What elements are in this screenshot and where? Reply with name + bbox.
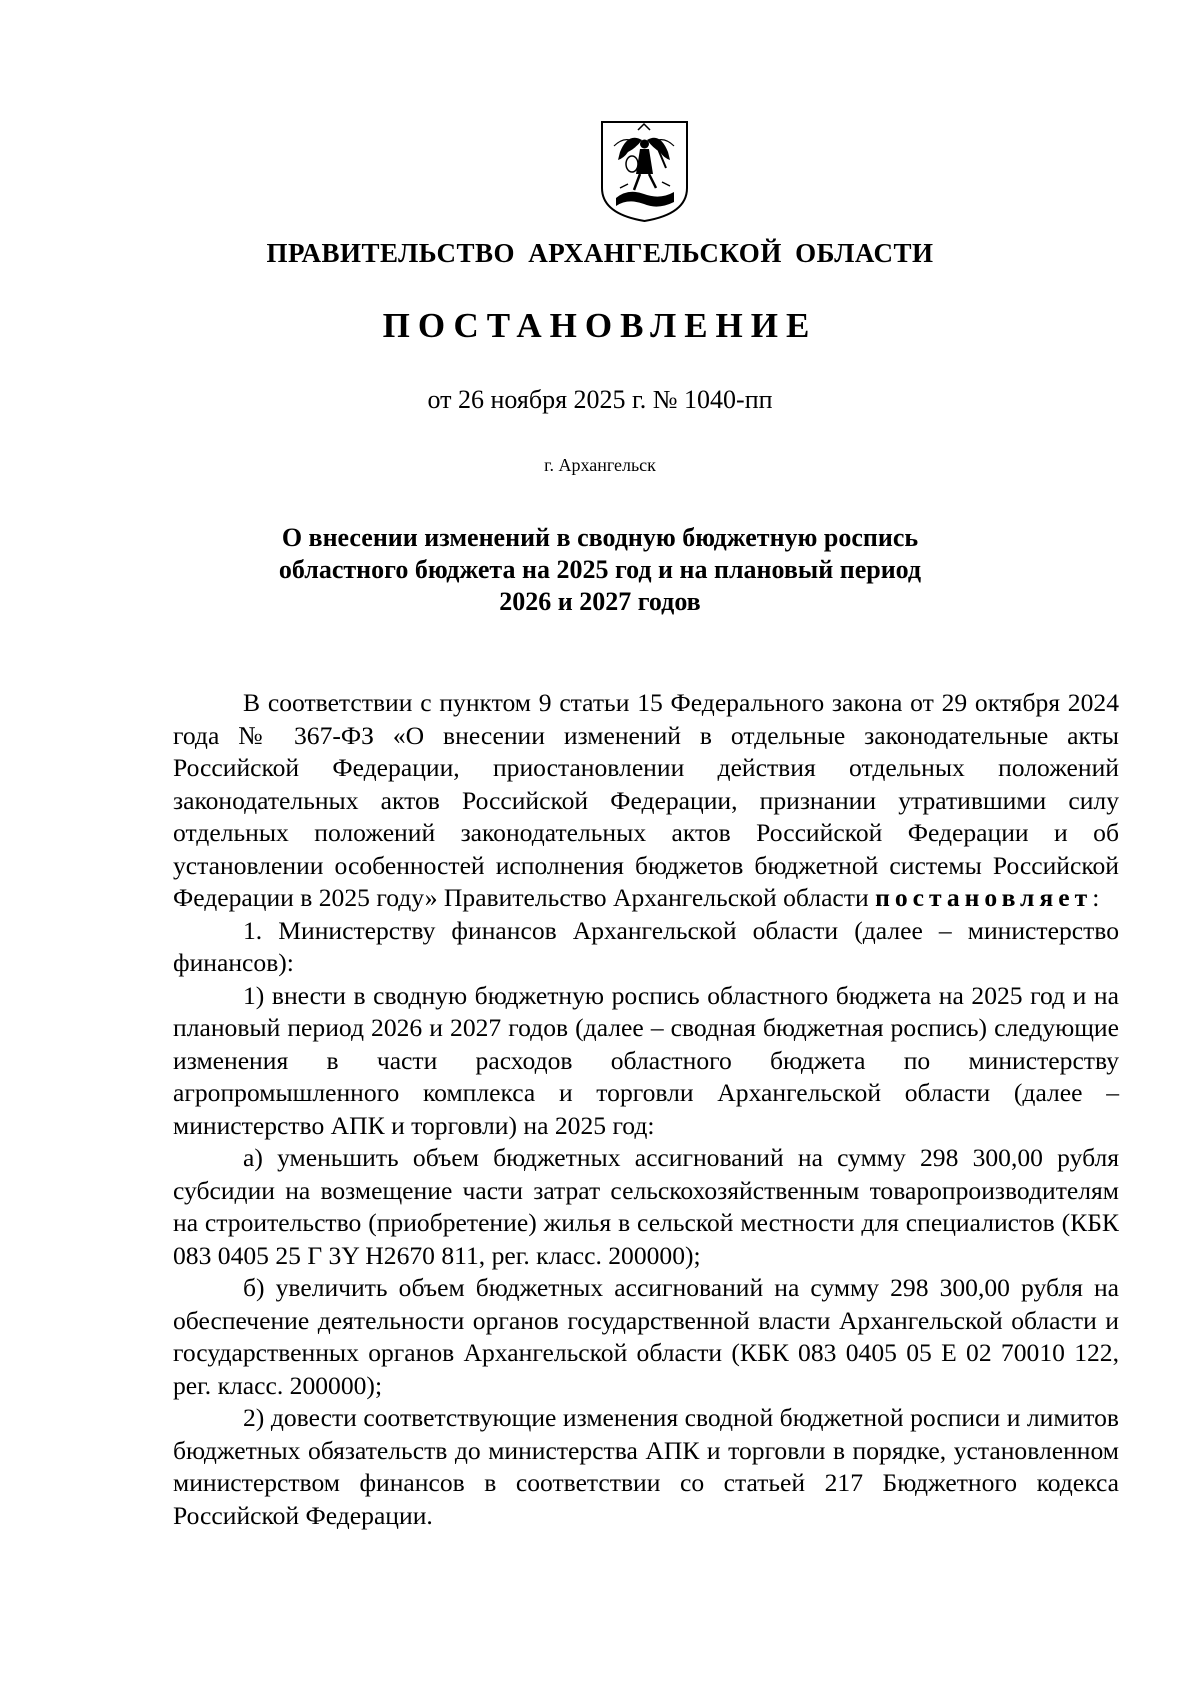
item-1-paragraph: 1. Министерству финансов Архангельской области (далее – министерство финансов): (173, 915, 1119, 977)
preamble-text: В соответствии с пунктом 9 статьи 15 Федерального закона от 29 октября 2024 года № 367-ФЗ «О внесении изменений в отдельные законодательные акты Российской Федерации, приостановлении действия отдельных положений законодательных актов Российской Федерации, признании утратившими силу отдельных положений законодательных актов Российской Федерации и об установлении особенностей исполнения бюджетов бюджетной системы Российской Федерации в 2025 году» Правительство Архангельской области (173, 688, 1119, 912)
heading-line: областного бюджета на 2025 год и на плановый период (278, 555, 922, 584)
item-1-2-paragraph: 2) довести соответствующие изменения сводной бюджетной росписи и лимитов бюджетных обязательств до министерства АПК и торговли в порядке, установленном министерством финансов в соответствии со статьей 217 Бюджетного кодекса Российской Федерации. (173, 1403, 1119, 1530)
document-heading (150, 522, 1050, 618)
coat-of-arms-icon (598, 118, 691, 224)
document-date-number: от 26 ноября 2025 г. № 1040-пп (427, 385, 773, 414)
heading-line: 2026 и 2027 годов (499, 587, 701, 616)
document-city: г. Архангельск (544, 455, 656, 475)
decree-colon: : (1092, 883, 1100, 912)
heading-line: О внесении изменений в сводную бюджетную роспись (281, 523, 919, 552)
item-1-1-paragraph: 1) внести в сводную бюджетную роспись областного бюджета на 2025 год и на плановый период 2026 и 2027 годов (далее – сводная бюджетная роспись) следующие изменения в части расходов областного бюджета по министерству агропромышленного комплекса и торговли Архангельской области (далее – министерство АПК и торговли) на 2025 год: (173, 980, 1119, 1140)
decree-word: постановляет (875, 883, 1093, 912)
document-type: ПОСТАНОВЛЕНИЕ (382, 306, 818, 345)
document-body (173, 687, 1119, 1532)
item-1-1-a-paragraph: а) уменьшить объем бюджетных ассигнований на сумму 298 300,00 рубля субсидии на возмещение части затрат сельскохозяйственным товаропроизводителям на строительство (приобретение) жилья в сельской местности для специалистов (КБК 083 0405 25 Г 3Y Н2670 811, рег. класс. 200000); (173, 1143, 1119, 1270)
item-1-1-b-paragraph: б) увеличить объем бюджетных ассигнований на сумму 298 300,00 рубля на обеспечение деятельности органов государственной власти Архангельской области и государственных органов Архангельской области (КБК 083 0405 05 Е 02 70010 122, рег. класс. 200000); (173, 1273, 1119, 1400)
government-title: ПРАВИТЕЛЬСТВО АРХАНГЕЛЬСКОЙ ОБЛАСТИ (266, 238, 934, 268)
preamble-paragraph (173, 687, 1119, 915)
